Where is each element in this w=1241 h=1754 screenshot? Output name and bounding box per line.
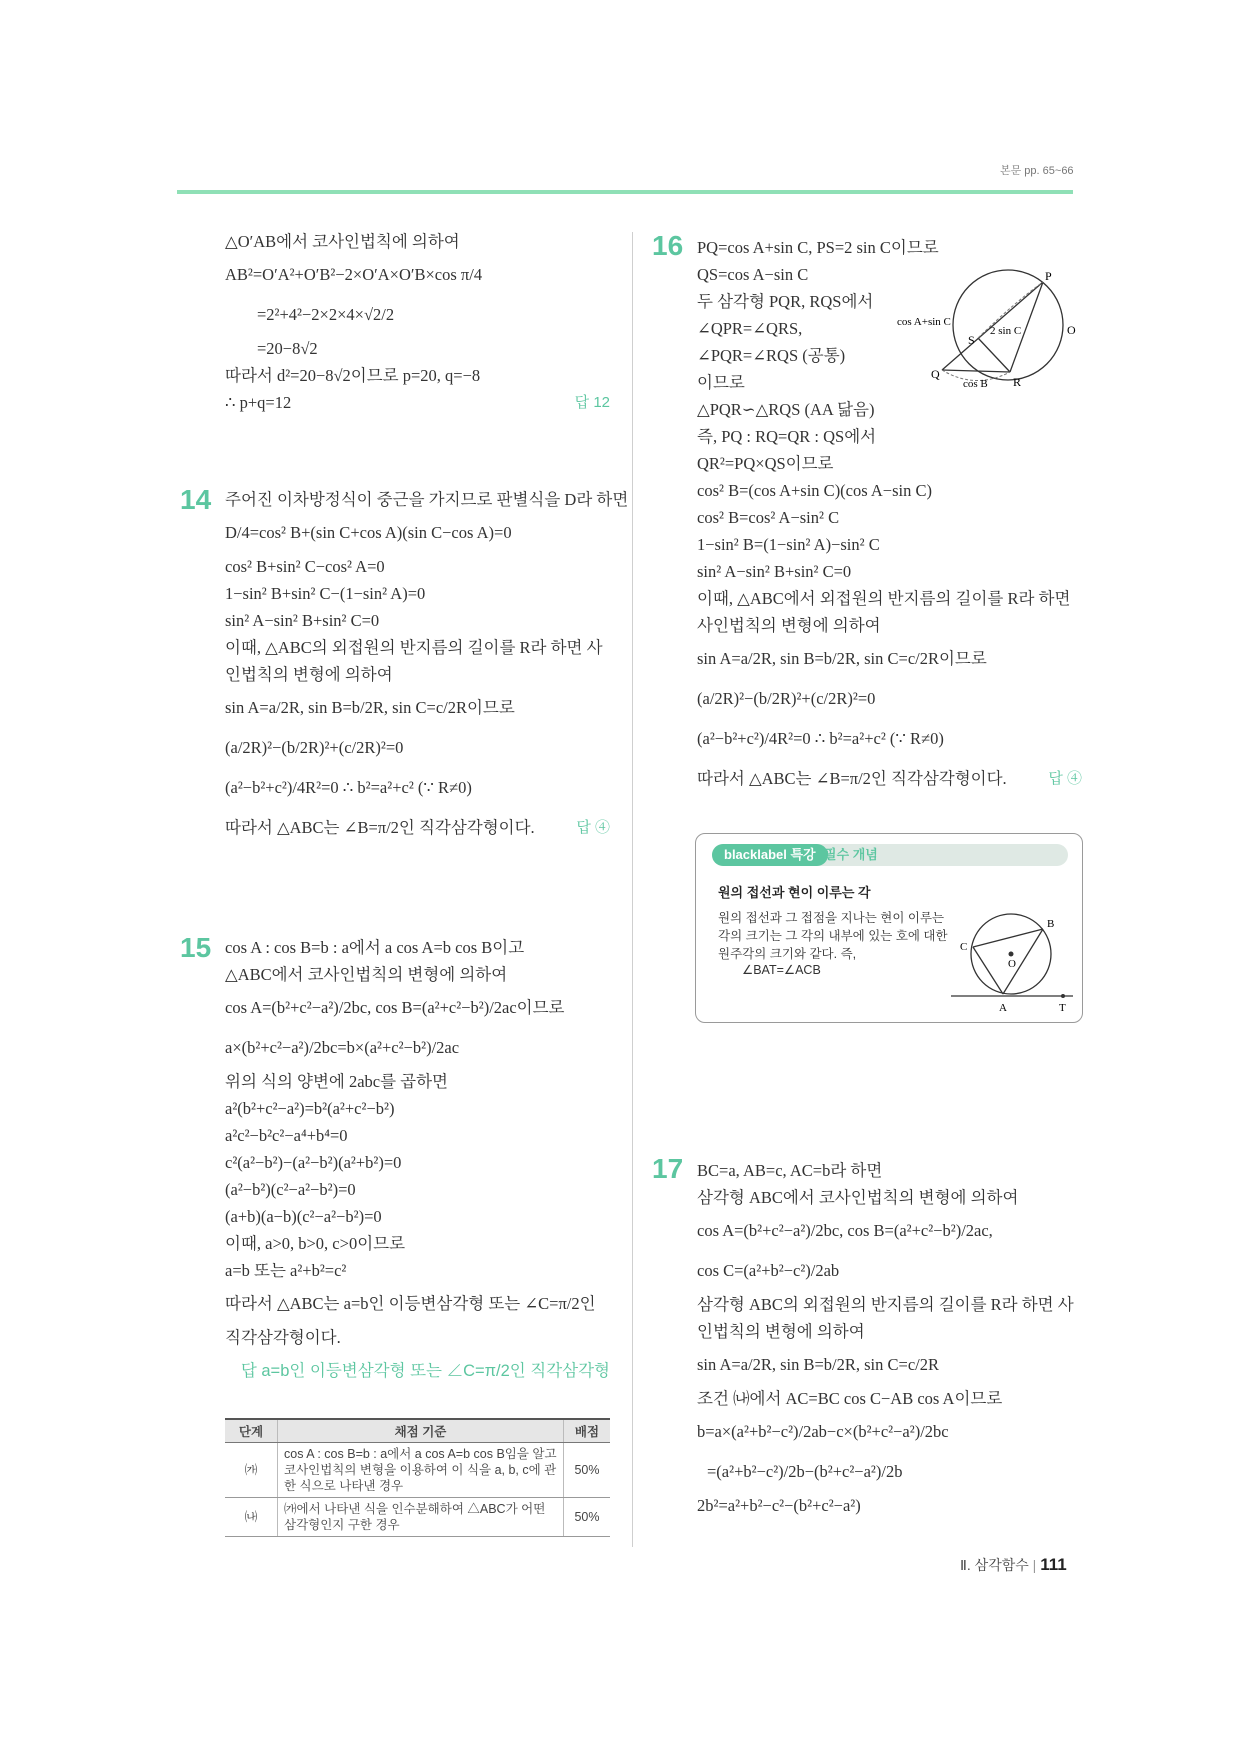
- math-line: =(a²+b²−c²)/2b−(b²+c²−a²)/2b: [707, 1462, 903, 1481]
- box-text-line: 각의 크기는 그 각의 내부에 있는 호에 대한: [718, 929, 948, 943]
- problem-14-solution: [225, 486, 629, 848]
- label-cos-a-sin-c: cos A+sin C: [897, 316, 951, 328]
- problem-number: 14: [180, 484, 212, 515]
- triangle-circle-figure: [895, 262, 1085, 392]
- text-line: 이때, a>0, b>0, c>0이므로: [225, 1234, 406, 1253]
- problem-number: 17: [652, 1153, 684, 1184]
- text-line: 삼각형 ABC에서 코사인법칙의 변형에 의하여: [697, 1188, 1019, 1207]
- math-line: (a²−b²+c²)/4R²=0 ∴ b²=a²+c² (∵ R≠0): [697, 729, 944, 748]
- table-row: [225, 1498, 610, 1537]
- label-a: A: [999, 1002, 1007, 1014]
- text-line: 위의 식의 양변에 2abc를 곱하면: [225, 1072, 448, 1091]
- answer-label: 답 ④: [1048, 770, 1082, 787]
- math-line: 1−sin² B+sin² C−(1−sin² A)=0: [225, 584, 426, 603]
- problem-17-solution: [697, 1157, 1082, 1519]
- math-line: cos A=(b²+c²−a²)/2bc, cos B=(a²+c²−b²)/2ac,: [697, 1221, 993, 1240]
- math-line: △PQR∽△RQS (AA 닮음): [697, 400, 875, 419]
- table-cell: ㈎에서 나타낸 식을 인수분해하여 △ABC가 어떤 삼각형인지 구한 경우: [278, 1498, 564, 1537]
- math-line: a=b 또는 a²+b²=c²: [225, 1261, 347, 1280]
- math-line: sin A=a/2R, sin B=b/2R, sin C=c/2R이므로: [697, 649, 987, 668]
- center-point: [1009, 952, 1014, 957]
- label-b: B: [1047, 918, 1055, 930]
- label-o: O: [1008, 958, 1016, 970]
- math-line: BC=a, AB=c, AC=b라 하면: [697, 1161, 883, 1180]
- text-line: 사인법칙의 변형에 의하여: [697, 616, 881, 635]
- answer-line: [225, 1351, 610, 1391]
- table-cell: ㈎: [225, 1443, 278, 1498]
- math-line: 2b²=a²+b²−c²−(b²+c²−a²): [697, 1496, 861, 1515]
- text-line: [697, 759, 1082, 799]
- math-line: 1−sin² B=(1−sin² A)−sin² C: [697, 535, 880, 554]
- intro-solution: [225, 228, 610, 416]
- label-p: P: [1045, 269, 1052, 283]
- problem-number: 16: [652, 230, 684, 261]
- column-divider: [632, 232, 633, 1547]
- math-line: ∠PQR=∠RQS (공통): [697, 346, 846, 365]
- page-reference: 본문 pp. 65~66: [1000, 165, 1074, 177]
- math-line: sin A=a/2R, sin B=b/2R, sin C=c/2R이므로: [225, 698, 515, 717]
- page-footer: Ⅱ. 삼각함수 | 111: [960, 1555, 1067, 1574]
- box-text-line: ∠BAT=∠ACB: [742, 963, 821, 977]
- math-line: cos² B=cos² A−sin² C: [697, 508, 840, 527]
- text-line: 따라서 △ABC는 a=b인 이등변삼각형 또는 ∠C=π/2인: [225, 1294, 596, 1313]
- box-tag: blacklabel 특강: [712, 844, 828, 866]
- text-line: 인법칙의 변형에 의하여: [697, 1322, 865, 1341]
- math-line: cos² B=(cos A+sin C)(cos A−sin C): [697, 481, 932, 500]
- table-header: 채점 기준: [278, 1419, 564, 1443]
- math-line: (a²−b²)(c²−a²−b²)=0: [225, 1180, 356, 1199]
- label-s: S: [968, 333, 975, 347]
- box-heading: 원의 접선과 현이 이루는 각: [718, 885, 871, 900]
- text-line: △O′AB에서 코사인법칙에 의하여: [225, 232, 460, 251]
- box-text-line: 원주각의 크기와 같다. 즉,: [718, 947, 857, 961]
- text-line: cos A : cos B=b : a에서 a cos A=b cos B이고: [225, 938, 525, 957]
- table-cell: cos A : cos B=b : a에서 a cos A=b cos B임을 알고 코사인법칙의 변형을 이용하여 이 식을 a, b, c에 관한 식으로 나타낸 경우: [278, 1443, 564, 1498]
- answer-label: 답 ④: [576, 819, 610, 836]
- text-line: △ABC에서 코사인법칙의 변형에 의하여: [225, 965, 508, 984]
- math-line: PQ=cos A+sin C, PS=2 sin C이므로: [697, 238, 939, 257]
- text-line: 두 삼각형 PQR, RQS에서: [697, 292, 874, 311]
- tangent-point-t: [1061, 994, 1065, 998]
- table-cell: 50%: [564, 1443, 611, 1498]
- scoring-table: [225, 1418, 610, 1537]
- math-line: b=a×(a²+b²−c²)/2ab−c×(b²+c²−a²)/2bc: [697, 1422, 949, 1441]
- label-o: O: [1067, 323, 1076, 337]
- text-line: 따라서 d²=20−8√2이므로 p=20, q=−8: [225, 366, 481, 385]
- concept-box: [695, 833, 1083, 1023]
- math-line: a×(b²+c²−a²)/2bc=b×(a²+c²−b²)/2ac: [225, 1038, 460, 1057]
- math-line: a²c²−b²c²−a⁴+b⁴=0: [225, 1126, 348, 1145]
- math-line: 조건 ㈏에서 AC=BC cos C−AB cos A이므로: [697, 1389, 1003, 1408]
- segment-sr: [978, 338, 1010, 372]
- conclusion: ∴ p+q=12: [225, 393, 292, 412]
- math-line: AB²=O′A²+O′B²−2×O′A×O′B×cos π/4: [225, 265, 483, 284]
- text-line: 이때, △ABC에서 외접원의 반지름의 길이를 R라 하면: [697, 589, 1071, 608]
- text-line: 인법칙의 변형에 의하여: [225, 665, 393, 684]
- conclusion: 따라서 △ABC는 ∠B=π/2인 직각삼각형이다.: [225, 818, 535, 837]
- math-line: =2²+4²−2×2×4×√2/2: [257, 305, 395, 324]
- text-line: 삼각형 ABC의 외접원의 반지름의 길이를 R라 하면 사: [697, 1295, 1074, 1314]
- math-line: sin² A−sin² B+sin² C=0: [697, 562, 852, 581]
- label-two-sin-c: 2 sin C: [990, 325, 1022, 337]
- label-c: C: [960, 941, 968, 953]
- math-line: (a²−b²+c²)/4R²=0 ∴ b²=a²+c² (∵ R≠0): [225, 778, 472, 797]
- text-line: [225, 389, 610, 416]
- math-line: (a+b)(a−b)(c²−a²−b²)=0: [225, 1207, 382, 1226]
- header-rule: [177, 190, 1073, 194]
- text-line: 주어진 이차방정식이 중근을 가지므로 판별식을 D라 하면: [225, 490, 629, 509]
- math-line: sin² A−sin² B+sin² C=0: [225, 611, 380, 630]
- label-r: R: [1013, 375, 1022, 389]
- math-line: D/4=cos² B+(sin C+cos A)(sin C−cos A)=0: [225, 523, 512, 542]
- table-header: 배점: [564, 1419, 611, 1443]
- math-line: a²(b²+c²−a²)=b²(a²+c²−b²): [225, 1099, 395, 1118]
- conclusion: 따라서 △ABC는 ∠B=π/2인 직각삼각형이다.: [697, 769, 1007, 788]
- table-row: [225, 1443, 610, 1498]
- answer-label: 답 12: [574, 394, 610, 411]
- problem-number: 15: [180, 932, 212, 963]
- tangent-chord-figure: [951, 904, 1076, 1016]
- text-line: 직각삼각형이다.: [225, 1328, 341, 1347]
- math-line: 즉, PQ : RQ=QR : QS에서: [697, 427, 877, 446]
- table-cell: 50%: [564, 1498, 611, 1537]
- math-line: ∠QPR=∠QRS,: [697, 319, 803, 338]
- math-line: cos C=(a²+b²−c²)/2ab: [697, 1261, 840, 1280]
- math-line: c²(a²−b²)−(a²−b²)(a²+b²)=0: [225, 1153, 402, 1172]
- math-line: cos² B+sin² C−cos² A=0: [225, 557, 385, 576]
- math-line: (a/2R)²−(b/2R)²+(c/2R)²=0: [225, 738, 404, 757]
- box-text-line: 원의 접선과 그 접점을 지나는 현이 이루는: [718, 911, 945, 925]
- chapter-label: Ⅱ. 삼각함수: [960, 1557, 1029, 1573]
- math-line: cos A=(b²+c²−a²)/2bc, cos B=(a²+c²−b²)/2ac이므로: [225, 998, 565, 1017]
- math-line: (a/2R)²−(b/2R)²+(c/2R)²=0: [697, 689, 876, 708]
- label-q: Q: [931, 367, 940, 381]
- answer-label: 답 a=b인 이등변삼각형 또는 ∠C=π/2인 직각삼각형: [240, 1362, 610, 1380]
- label-cos-b: cos B: [963, 378, 988, 390]
- chord-cb: [973, 929, 1043, 947]
- table-header: 단계: [225, 1419, 278, 1443]
- text-line: 이므로: [697, 373, 745, 392]
- problem-15-solution: [225, 934, 610, 1391]
- box-subtitle: 필수 개념: [824, 847, 878, 862]
- math-line: QR²=PQ×QS이므로: [697, 454, 834, 473]
- math-line: sin A=a/2R, sin B=b/2R, sin C=c/2R: [697, 1355, 939, 1374]
- table-cell: ㈏: [225, 1498, 278, 1537]
- text-line: [225, 808, 610, 848]
- label-t: T: [1059, 1002, 1066, 1014]
- math-line: =20−8√2: [257, 339, 318, 358]
- math-line: QS=cos A−sin C: [697, 265, 809, 284]
- text-line: 이때, △ABC의 외접원의 반지름의 길이를 R라 하면 사: [225, 638, 603, 657]
- page-number: 111: [1040, 1555, 1067, 1574]
